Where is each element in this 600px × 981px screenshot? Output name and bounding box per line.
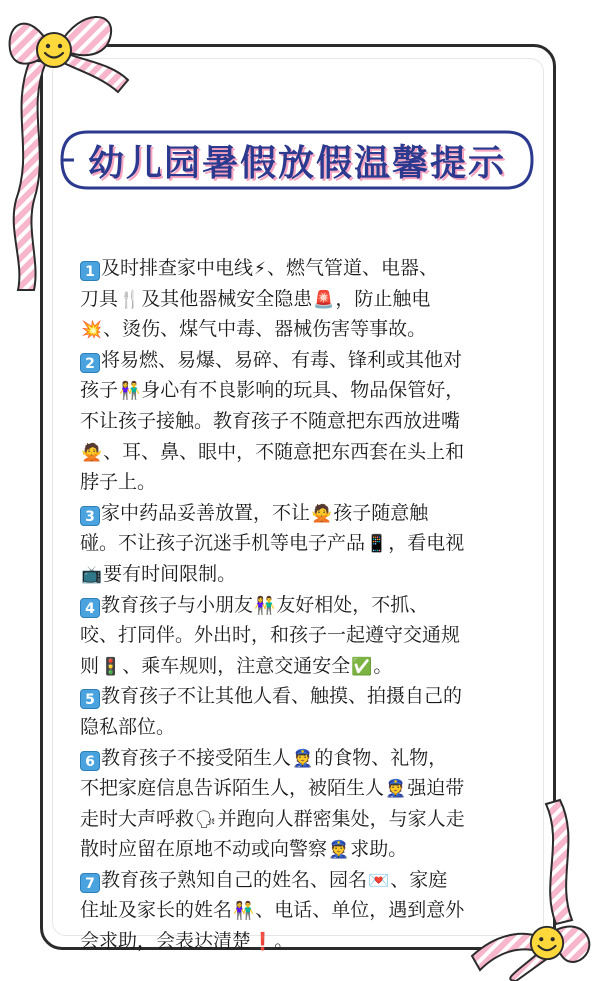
list-item: 散时应留在原地不动或向警察👮求助。 bbox=[80, 834, 540, 865]
tips-list bbox=[80, 253, 540, 957]
list-item: 则🚦、乘车规则，注意交通安全✅。 bbox=[80, 651, 540, 682]
page-title: 幼儿园暑假放假温馨提示 bbox=[87, 142, 506, 184]
list-item: 刀具🍴及其他器械安全隐患🚨，防止触电 bbox=[80, 284, 540, 315]
list-item: 4 教育孩子与小朋友👫友好相处，不抓、 bbox=[80, 590, 540, 621]
no-gesture-icon: 🙅 bbox=[311, 503, 333, 524]
list-item: 2 将易燃、易爆、易碎、有毒、锋利或其他对 bbox=[80, 345, 540, 376]
keycap-3-icon: 3 bbox=[80, 506, 100, 526]
list-item: 💥、烫伤、煤气中毒、器械伤害等事故。 bbox=[80, 314, 540, 345]
exclamation-icon: ❗ bbox=[252, 932, 274, 953]
keycap-6-icon: 6 bbox=[80, 751, 100, 771]
list-item: 孩子👫身心有不良影响的玩具、物品保管好， bbox=[80, 375, 540, 406]
stranger-icon: 👮 bbox=[385, 779, 407, 800]
title-banner bbox=[58, 128, 536, 192]
keycap-7-icon: 7 bbox=[80, 873, 100, 893]
utensils-icon: 🍴 bbox=[119, 289, 141, 310]
list-item: 走时大声呼救🗣并跑向人群密集处，与家人走 bbox=[80, 804, 540, 835]
lightning-icon: ⚡ bbox=[254, 259, 266, 279]
explosion-icon: 💥 bbox=[81, 320, 103, 341]
list-item: 隐私部位。 bbox=[80, 715, 176, 738]
list-item: 咬、打同伴。外出时，和孩子一起遵守交通规 bbox=[80, 624, 461, 647]
list-item: 🙅、耳、鼻、眼中，不随意把东西套在头上和 bbox=[80, 437, 540, 468]
keycap-1-icon: 1 bbox=[80, 261, 100, 281]
love-letter-icon: 💌 bbox=[368, 870, 390, 891]
list-item: 会求助，会表达清楚❗。 bbox=[80, 926, 540, 957]
siren-icon: 🚨 bbox=[313, 289, 335, 310]
list-item: 不把家庭信息告诉陌生人，被陌生人👮强迫带 bbox=[80, 773, 540, 804]
keycap-4-icon: 4 bbox=[80, 598, 100, 618]
police-officer-icon: 👮 bbox=[328, 840, 350, 861]
television-icon: 📺 bbox=[81, 564, 103, 585]
children-icon: 👫 bbox=[254, 595, 276, 616]
list-item: 住址及家长的姓名👫、电话、单位，遇到意外 bbox=[80, 895, 540, 926]
traffic-light-icon: 🚦 bbox=[100, 656, 122, 677]
list-item: 1 及时排查家中电线⚡、燃气管道、电器、 bbox=[80, 253, 540, 284]
mobile-phone-icon: 📱 bbox=[366, 534, 388, 555]
check-mark-icon: ✅ bbox=[351, 656, 373, 677]
children-icon: 👫 bbox=[233, 901, 255, 922]
list-item: 碰。不让孩子沉迷手机等电子产品📱，看电视 bbox=[80, 528, 540, 559]
list-item: 脖子上。 bbox=[80, 471, 157, 494]
list-item: 不让孩子接触。教育孩子不随意把东西放进嘴 bbox=[80, 409, 461, 432]
stranger-icon: 👮 bbox=[292, 748, 314, 769]
smiley-face-icon bbox=[34, 30, 74, 70]
no-gesture-icon: 🙅 bbox=[81, 442, 103, 463]
list-item: 7 教育孩子熟知自己的姓名、园名💌、家庭 bbox=[80, 865, 540, 896]
list-item: 5 教育孩子不让其他人看、触摸、拍摄自己的 bbox=[80, 681, 540, 712]
keycap-5-icon: 5 bbox=[80, 689, 100, 709]
list-item: 3 家中药品妥善放置，不让🙅孩子随意触 bbox=[80, 498, 540, 529]
speaking-head-icon: 🗣 bbox=[195, 809, 217, 830]
list-item: 6 教育孩子不接受陌生人👮的食物、礼物， bbox=[80, 743, 540, 774]
children-icon: 👫 bbox=[119, 381, 141, 402]
keycap-2-icon: 2 bbox=[80, 353, 100, 373]
list-item: 📺要有时间限制。 bbox=[80, 559, 540, 590]
